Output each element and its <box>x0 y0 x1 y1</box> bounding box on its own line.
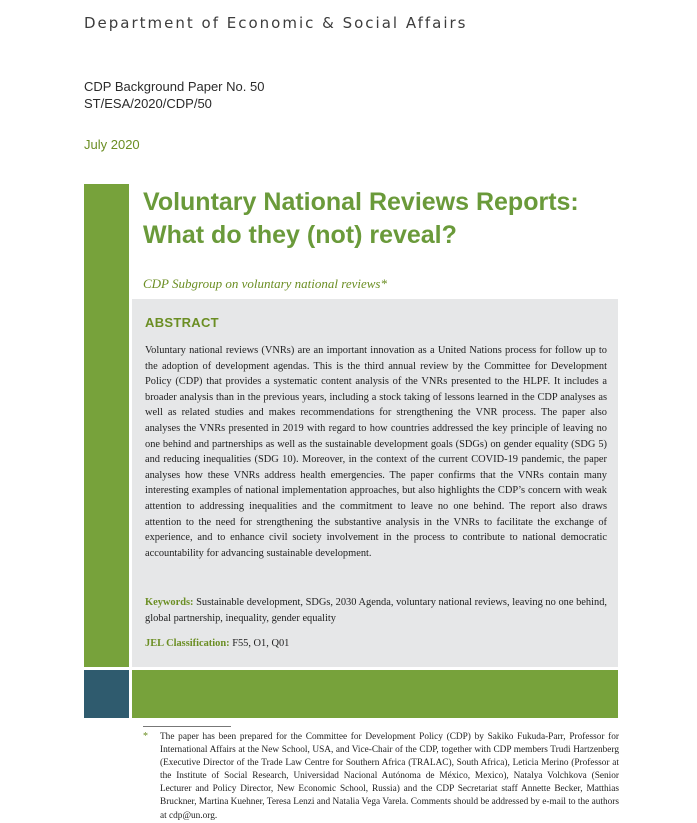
author-line: CDP Subgroup on voluntary national reviews* <box>143 276 387 291</box>
keywords-text: Sustainable development, SDGs, 2030 Agenda, voluntary national reviews, leaving no one behind, global partnership, inequality, gender equality <box>145 597 607 624</box>
jel-label: JEL Classification: <box>145 638 230 649</box>
abstract-body: Voluntary national reviews (VNRs) are an important innovation as a United Nations process for follow up to the adoption of development agendas. This is the third annual review by the Committee for Development Policy (CDP) that provides a systematic content analysis of the VNRs presented to the HLPF. It includes a broader analysis than in the previous years, including a stock taking of lessons learned in the CDP analyses as well as related studies and makes recommendations for strengthening the VNR process. The paper also analyses the VNRs presented in 2019 with regard to how countries addressed the key principle of leaving no one behind and partnerships as well as the sustainable development goals (SDGs) on gender equality (SDG 5) and reducing inequalities (SDG 10). Moreover, in the context of the current COVID-19 pandemic, the paper analyses how these VNRs address health emergencies. The paper confirms that the VNRs contain many interesting examples of national implementation approaches, but also highlights the CDP’s concern with weak attention to addressing inequalities and the commitment to leave no one behind. The report also draws attention to the need for strengthening the substantive analysis in the VNRs to facilitate the exchange of experience, and to enhance civil society involvement in the process to contribute to national democratic accountability for advancing sustainable development. <box>145 345 607 559</box>
footnote-marker: * <box>143 731 148 742</box>
title-line-2: What do they (not) reveal? <box>143 221 457 249</box>
footnote-rule <box>143 726 231 727</box>
corner-accent-block <box>84 670 129 718</box>
paper-title <box>143 186 623 252</box>
left-accent-bar <box>84 184 129 667</box>
paper-identifier <box>84 78 264 112</box>
title-line-1: Voluntary National Reviews Reports: <box>143 188 579 216</box>
keywords-label: Keywords: <box>145 597 194 608</box>
jel-classification <box>145 636 607 652</box>
abstract-heading: ABSTRACT <box>145 315 219 330</box>
publication-date: July 2020 <box>84 137 140 152</box>
footnote-text: The paper has been prepared for the Committee for Development Policy (CDP) by Sakiko Fukuda-Parr, Professor for International Affairs at the New School, USA, and Vice-Chair of the CDP, together with CDP members Trudi Hartzenberg (Executive Director of the Trade Law Centre for Southern Africa (TRALAC), South Africa), Leticia Merino (Professor at the Institute of Social Research, Universidad Nacional Autónoma de México, Mexico), Natalya Volchkova (Senior Lecturer and Policy Director, New Economic School, Russia) and the CDP Secretariat staff Annette Becker, Matthias Bruckner, Martina Kuehner, Teresa Lenzi and Natalia Vega Varela. Comments should be addressed by e-mail to the authors at cdp@un.org. <box>160 732 619 821</box>
keywords <box>145 595 607 626</box>
bottom-accent-band <box>132 670 618 718</box>
department-name: Department of Economic & Social Affairs <box>84 14 468 32</box>
series-code: ST/ESA/2020/CDP/50 <box>84 96 212 111</box>
paper-number: CDP Background Paper No. 50 <box>84 79 265 94</box>
jel-codes: F55, O1, Q01 <box>232 638 290 649</box>
